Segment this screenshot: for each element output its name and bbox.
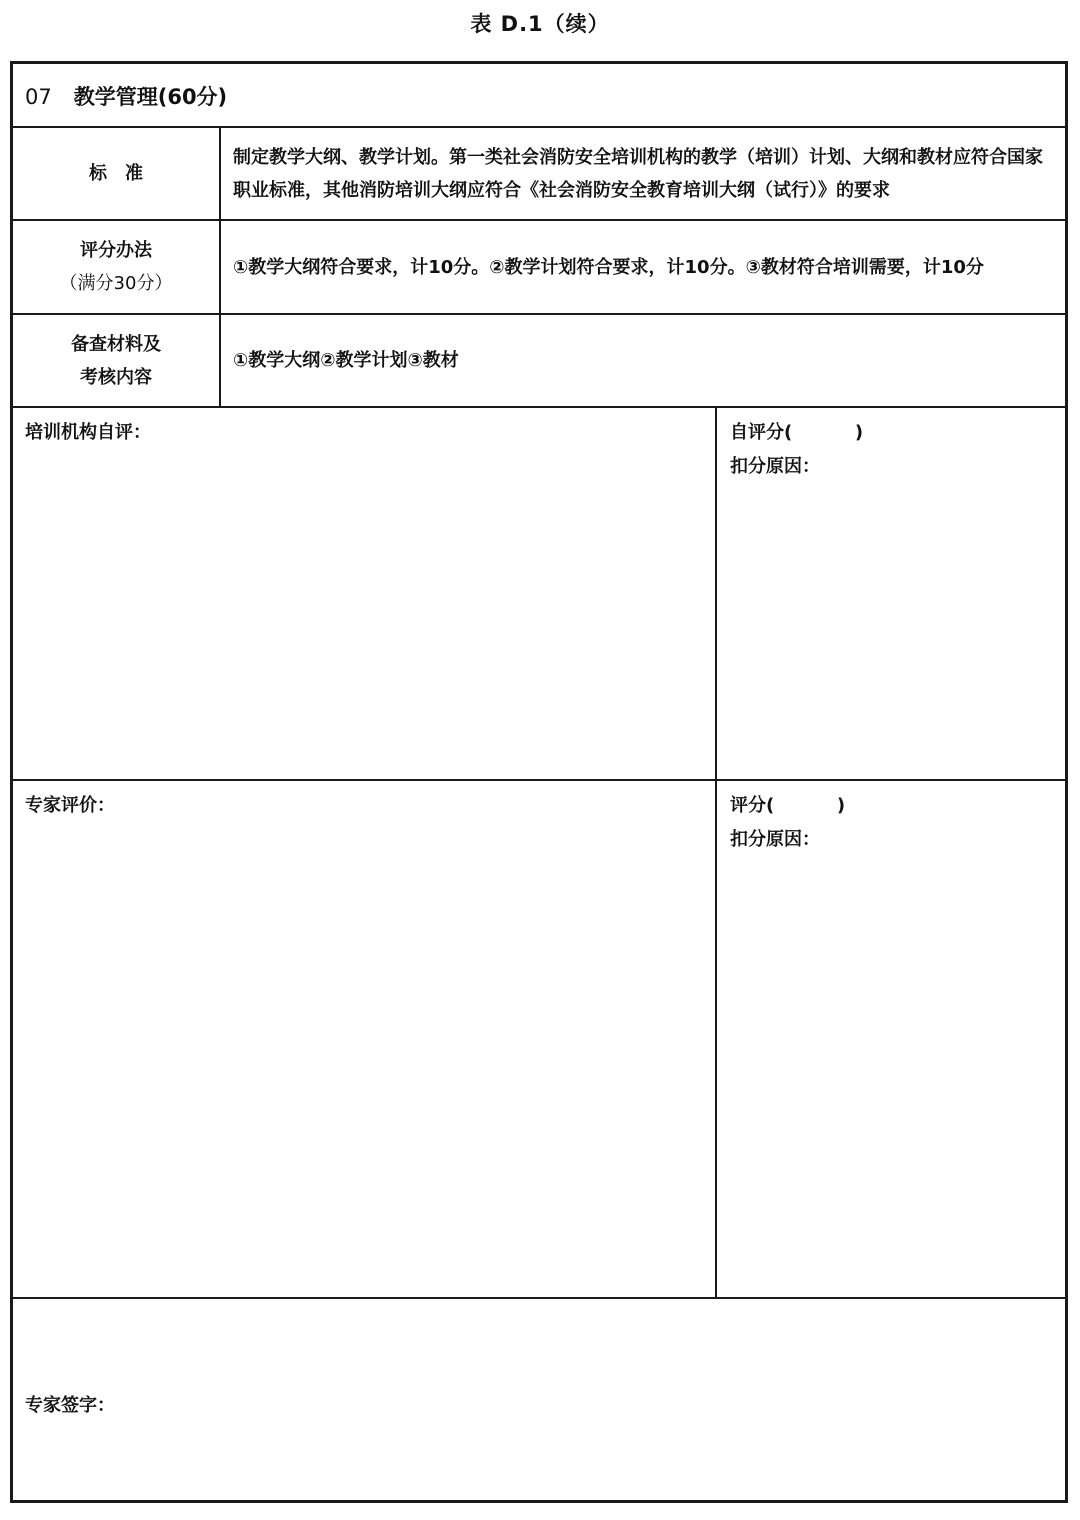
expert-score-cell[interactable] (717, 781, 1065, 1297)
scoring-label-cell (13, 221, 221, 313)
expert-eval-row (13, 781, 1065, 1299)
section-title (25, 81, 227, 111)
standard-label: 标 准 (89, 163, 143, 184)
scoring-method-row (13, 221, 1065, 315)
self-score-cell[interactable] (717, 408, 1065, 779)
expert-deduction-label: 扣分原因： (730, 829, 820, 850)
section-code: 07 (25, 85, 52, 109)
scoring-label: 评分办法 (80, 240, 152, 261)
expert-score-label: 评分( ) (730, 795, 846, 816)
standard-label-cell (13, 128, 221, 219)
expert-signature-label: 专家签字： (25, 1395, 115, 1416)
materials-label-cell (13, 315, 221, 406)
table-caption: 表 D.1（续） (470, 12, 610, 36)
scoring-content-cell (221, 221, 1065, 313)
materials-label-line1: 备查材料及 (71, 333, 161, 355)
materials-label-line2: 考核内容 (80, 366, 152, 388)
section-header-row (13, 64, 1065, 128)
section-name: 教学管理(60分) (73, 85, 228, 109)
expert-eval-cell[interactable] (13, 781, 717, 1297)
self-deduction-label: 扣分原因： (730, 456, 820, 477)
materials-text: ①教学大纲②教学计划③教材 (233, 350, 459, 371)
standard-row (13, 128, 1065, 221)
self-eval-label: 培训机构自评： (25, 422, 151, 443)
self-eval-cell[interactable] (13, 408, 717, 779)
signature-row[interactable] (13, 1299, 1065, 1500)
expert-eval-label: 专家评价： (25, 795, 115, 816)
materials-row (13, 315, 1065, 408)
evaluation-table (10, 61, 1068, 1503)
scoring-sublabel: （满分30分） (59, 273, 173, 294)
standard-content-cell (221, 128, 1065, 219)
self-eval-row (13, 408, 1065, 781)
scoring-text: ①教学大纲符合要求，计10分。②教学计划符合要求，计10分。③教材符合培训需要，计10分 (233, 256, 984, 278)
self-score-label: 自评分( ) (730, 422, 864, 443)
standard-text: 制定教学大纲、教学计划。第一类社会消防安全培训机构的教学（培训）计划、大纲和教材应符合国家职业标准，其他消防培训大纲应符合《社会消防安全教育培训大纲（试行）》的要求 (233, 146, 1043, 201)
materials-content-cell (221, 315, 1065, 406)
